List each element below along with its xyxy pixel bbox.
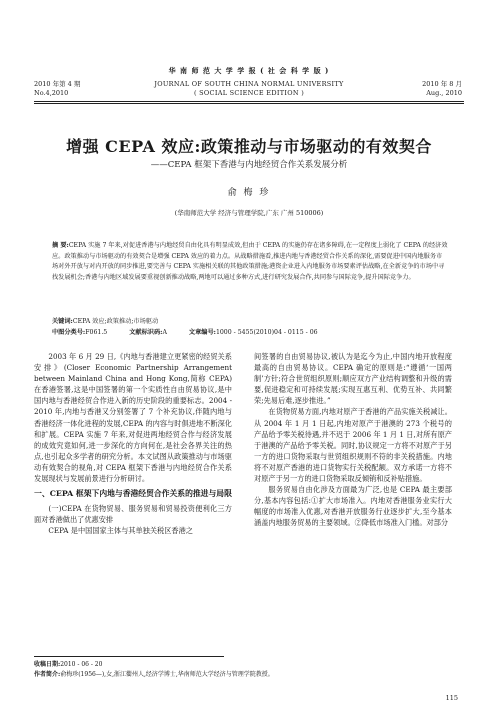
abstract-text: CEPA 实施 7 年来,对促进香港与内地经贸自由化具有明显成效,但由于 CEPA 的实施仍存在诸多障碍,在一定程度上弱化了 CEPA 的经济效应。政策推动与市场驱动的有效契合是增强 CEPA 效应的着力点。从战略措施看,推进内地与香港经贸合作关系的深化,需要促进中国内地服务市场对外开放与对内开放的同步推进,要完善与 CEPA 实施相关联的其他政策措施;港资企业进入内地服务市场要素评估战略,在全新竞争的市场中寻找发展机会;香港与内地区域发展要重视创新推动战略,两地可以通过多种方式,进行研究发展合作,共同参与国际竞争,提升国际竞争力。 <box>52 242 448 281</box>
issue-year-cn: 2010 年第 4 期 <box>34 80 81 88</box>
article-no-label: 文章编号: <box>188 329 216 336</box>
doc-code-value: A <box>162 329 167 336</box>
received-date: 2010 - 06 - 20 <box>60 661 103 668</box>
footnote-author-bio <box>34 670 464 679</box>
footnote-received <box>34 660 464 669</box>
body-paragraph: 在货物贸易方面,内地对原产于香港的产品实施关税减让。从 2004 年 1 月 1 日起,内地对原产于港澳的 273 个税号的产品给予零关税待遇,并不迟于 2006 年 1 月 1 日,对所有原产于港澳的产品给予零关税。同时,协议规定一方将不对原产于另一方的进口货物采取与世贸组织规则不符的非关税措施。内地将不对原产香港的进口货物实行关税配额。双方承诺一方将不对原产于另一方的进口货物采取反倾销和反补贴措施。 <box>254 407 452 484</box>
classification-line <box>52 327 448 336</box>
abstract <box>52 241 448 283</box>
body-column-right <box>254 351 452 529</box>
clc-value: F061.5 <box>85 329 108 336</box>
author-name: 俞 梅 珍 <box>227 188 271 198</box>
issue-info-right <box>422 80 462 98</box>
header-rule-bottom <box>34 103 464 104</box>
keywords-label: 关键词: <box>52 318 73 325</box>
doc-code-label: 文献标识码: <box>129 329 163 336</box>
author-affiliation: (华南师范大学 经济与管理学院,广东 广州 510006) <box>174 209 324 217</box>
keywords <box>52 316 448 325</box>
author-bio-label: 作者简介: <box>34 671 61 678</box>
subsection-heading-1: (一)CEPA 在货物贸易、服务贸易和贸易投资便利化三方面对香港做出了优惠安排 <box>34 504 232 525</box>
body-column-left <box>34 351 232 536</box>
journal-edition-en: ( SOCIAL SCIENCE EDITION ) <box>193 89 305 97</box>
footnote-rule <box>34 656 224 657</box>
body-paragraph: 服务贸易自由化涉及方面最为广泛,也是 CEPA 最主要部分,基本内容包括:①扩大市场准入。内地对香港服务业实行大幅度的市场准入优惠,对香港开放服务行业逐步扩大,至今基本涵盖内地服务贸易的主要领域。②降低市场准入门槛。对部分 <box>254 485 452 528</box>
body-paragraph: CEPA 是中国国家主体与其单独关税区香港之 <box>48 526 193 536</box>
journal-name-cn: 华 南 师 范 大 学 学 报 ( 社 会 科 学 版 ) <box>168 66 330 75</box>
section-heading-1: 一、CEPA 框架下内地与香港经贸合作关系的推进与局限 <box>34 489 232 499</box>
issue-number-en: No.4,2010 <box>34 89 69 97</box>
header-rule-top <box>34 101 464 102</box>
journal-name-en-line1: JOURNAL OF SOUTH CHINA NORMAL UNIVERSITY <box>154 80 344 88</box>
received-label: 收稿日期: <box>34 661 61 668</box>
issue-date-en: Aug., 2010 <box>426 89 462 97</box>
article-title: 增强 CEPA 效应:政策推动与市场驱动的有效契合 <box>66 137 432 156</box>
author-bio-text: 俞梅珍(1956—),女,浙江衢州人,经济学博士,华南师范大学经济与管理学院教授。 <box>60 671 274 678</box>
article-no-value: 1000 - 5455(2010)04 - 0115 - 06 <box>215 329 318 336</box>
intro-paragraph: 2003 年 6 月 29 日,《内地与香港建立更紧密的经贸关系安排》(Closer Economic Partnership Arrangement between Mainland China and Hong Kong,简称 CEPA)在香港签署,这是中国签署的第一个实质性自由贸易协议,是中国内地与香港经贸合作进入新的历史阶段的重要标志。2004 - 2010 年,内地与香港又分别签署了 7 个补充协议,伴随内地与香港经济一体化进程的发展,CEPA 的内容与时俱进地不断深化和扩展。CEPA 实施 7 年来,对促进两地经贸合作与经济发展的成效究竟如何,进一步深化的方向何在,是社会各界关注的热点,也引起众多学者的研究分析。本文试图从政策推动与市场驱动有效契合的视角,对 CEPA 框架下香港与内地经贸合作关系发展现状与发展前景进行分析研讨。 <box>34 352 232 484</box>
issue-info-left <box>34 80 80 98</box>
keywords-text: CEPA 效应;政策推动;市场驱动 <box>72 318 159 325</box>
page-number: 115 <box>445 694 458 702</box>
body-paragraph: 间签署的自由贸易协议,被认为是迄今为止,中国内地开放程度最高的自由贸易协议。CEPA 确定的原则是:“遵循‘一国两制’方针;符合世贸组织原则;顺应双方产业结构调整和升级的需要,促进稳定和可持续发展;实现互惠互利、优势互补、共同繁荣;先易后难,逐步推进。” <box>254 352 452 406</box>
article-subtitle: ——CEPA 框架下香港与内地经贸合作关系发展分析 <box>150 160 348 170</box>
journal-name-en <box>140 80 358 98</box>
abstract-label: 摘 要: <box>52 242 69 249</box>
clc-label: 中图分类号: <box>52 329 86 336</box>
issue-date-cn: 2010 年 8 月 <box>422 80 462 88</box>
